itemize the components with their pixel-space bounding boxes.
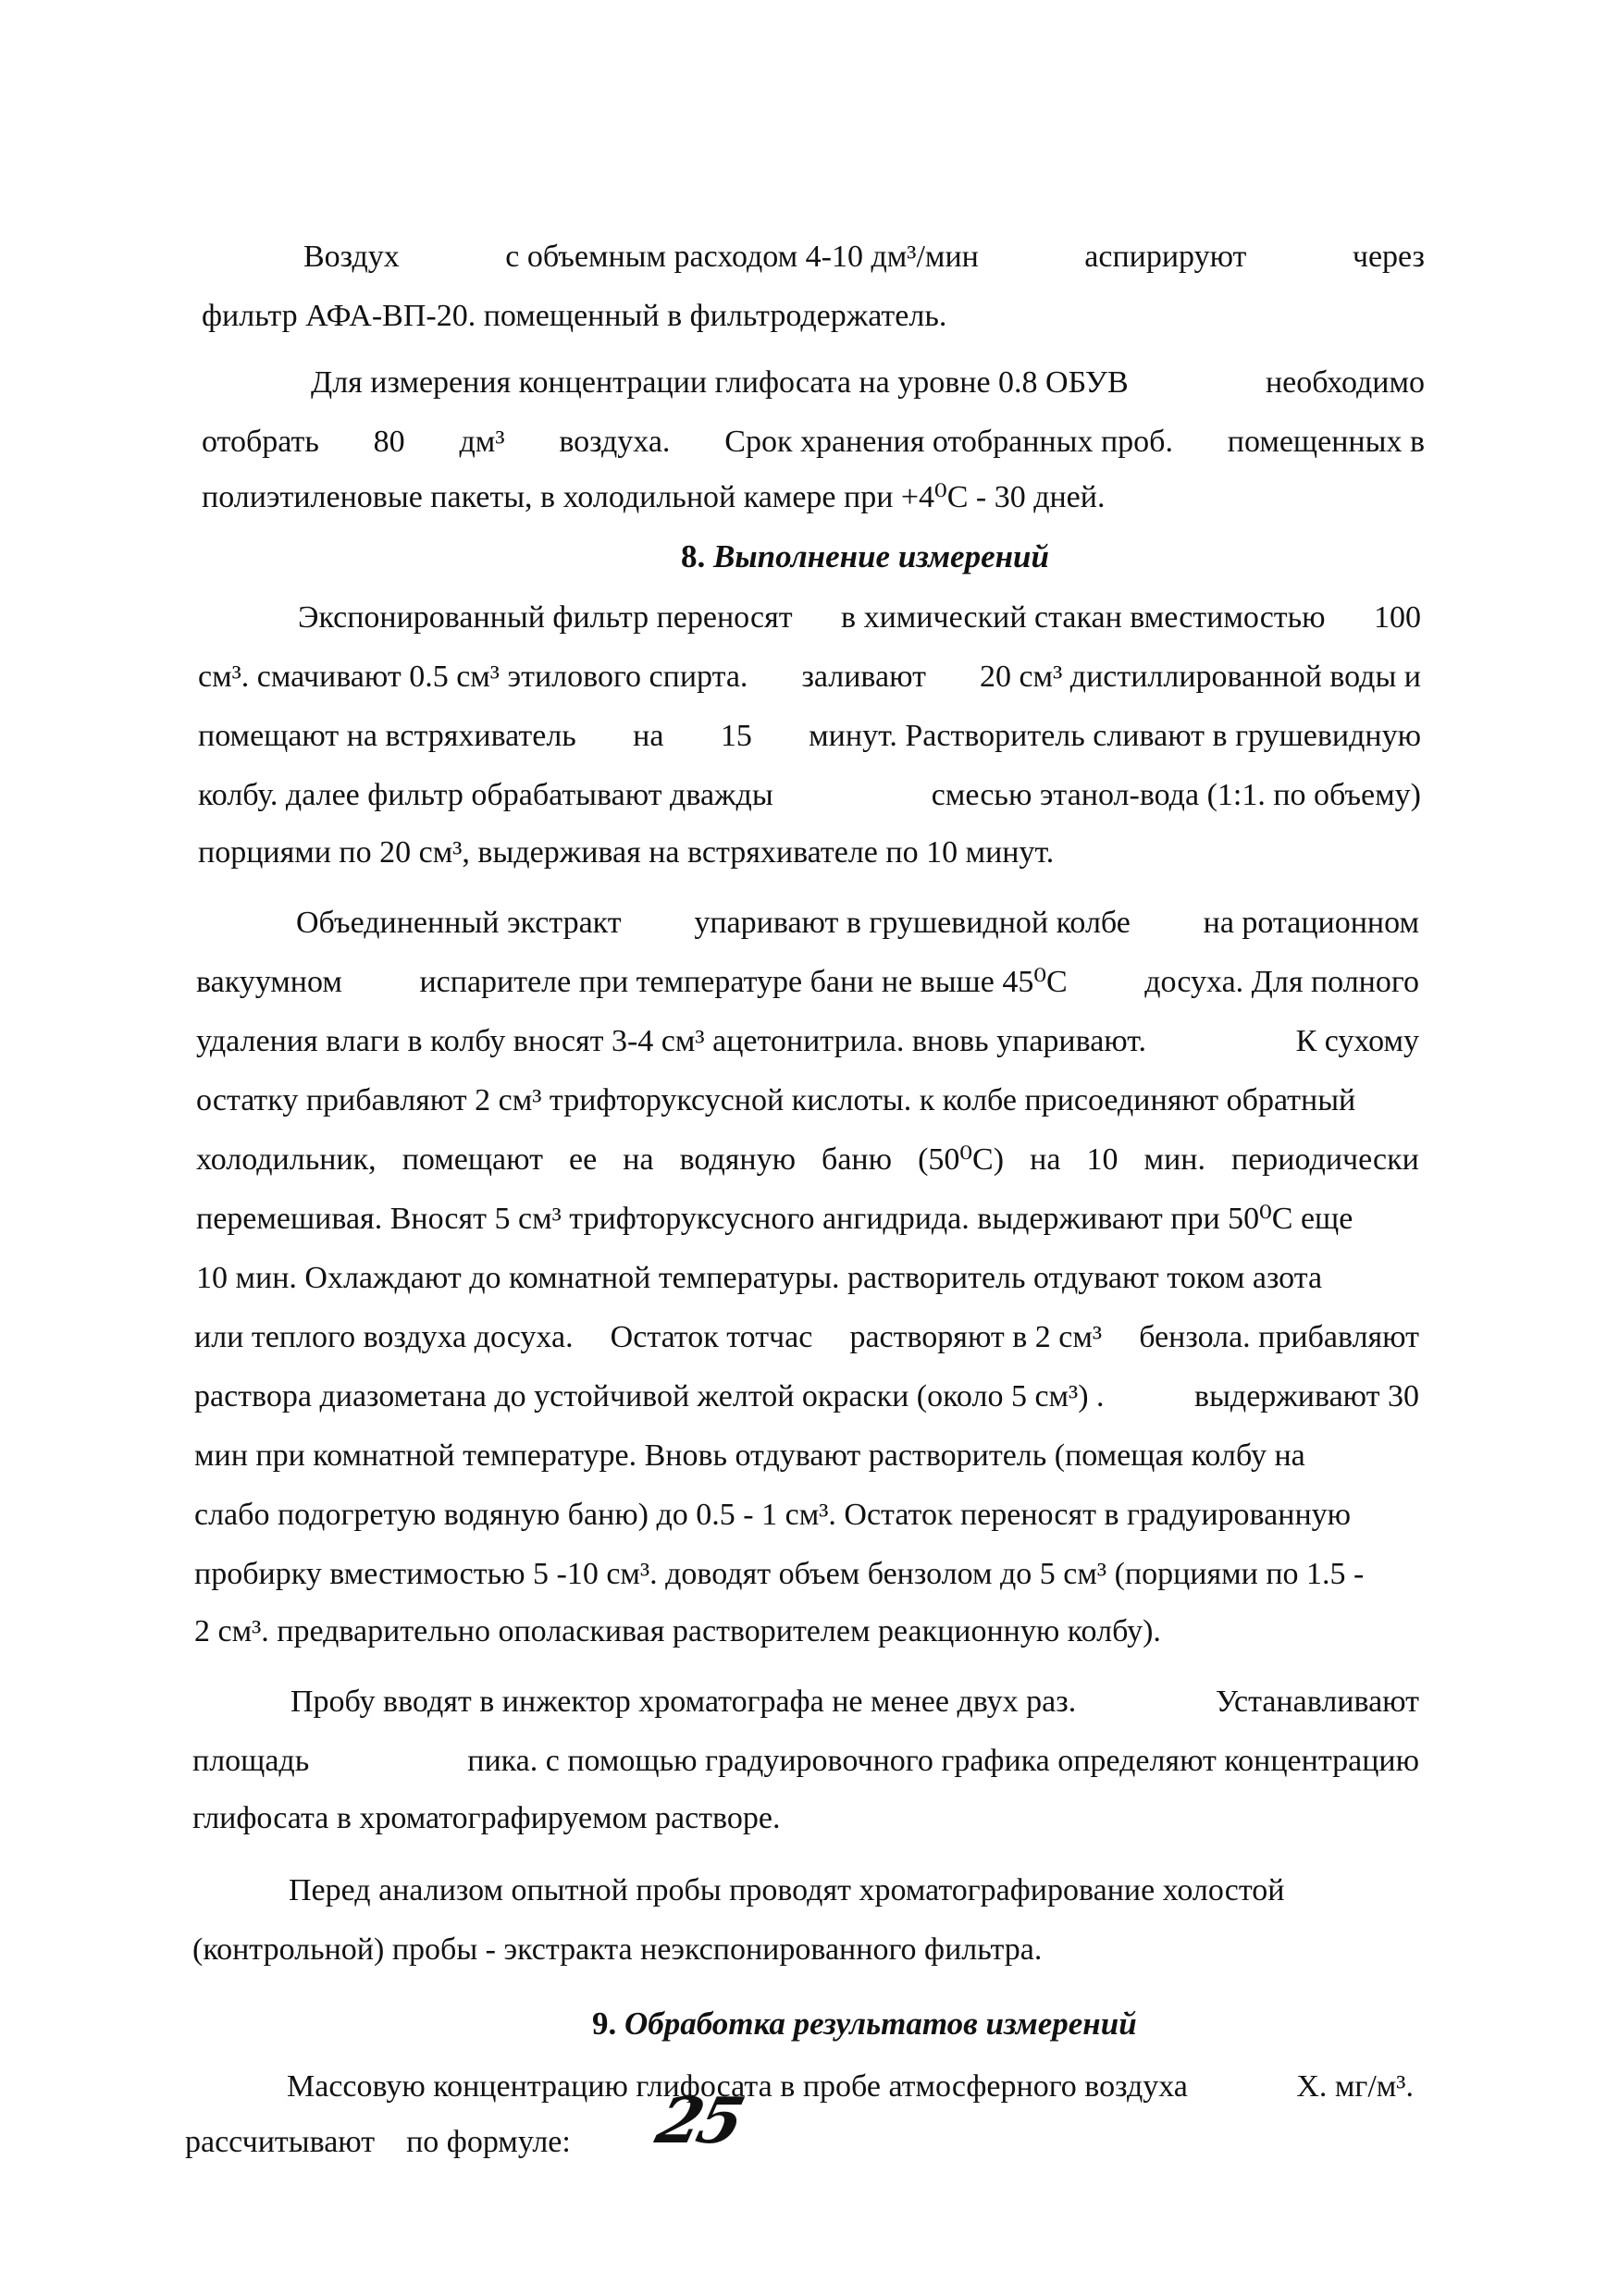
- text-segment: с объемным расходом 4-10 дм³/мин: [505, 240, 979, 274]
- text-segment: 100: [1373, 600, 1421, 635]
- section-heading-9: [592, 2006, 1137, 2043]
- text-line: [287, 2068, 1414, 2105]
- text-segment: площадь: [192, 1744, 310, 1778]
- text-line: [289, 1872, 1419, 1909]
- text-segment: 80: [373, 425, 405, 459]
- text-segment: 10 мин. Охлаждают до комнатной температуры. растворитель отдувают током азота: [196, 1261, 1323, 1295]
- text-line: [194, 1497, 1419, 1534]
- section-heading-8: [681, 538, 1049, 575]
- text-line: [192, 1800, 780, 1837]
- text-line: [194, 1378, 1419, 1415]
- text-segment: холодильник,: [196, 1142, 377, 1177]
- text-line: [196, 1142, 1419, 1179]
- text-line: [194, 1556, 1419, 1593]
- text-segment: на ротационном: [1203, 906, 1419, 940]
- text-segment: периодически: [1231, 1142, 1419, 1177]
- text-line: [202, 479, 1105, 516]
- text-segment: отобрать: [202, 425, 319, 459]
- text-segment: воздуха.: [559, 425, 671, 459]
- text-segment: смесью этанол-вода (1:1. по объему): [931, 778, 1421, 812]
- text-segment: мин.: [1143, 1142, 1205, 1177]
- text-segment: Массовую концентрацию глифосата в пробе атмосферного воздуха: [287, 2069, 1188, 2104]
- text-line: [185, 2124, 571, 2161]
- text-segment: помещают: [402, 1142, 543, 1177]
- text-segment: аспирируют: [1084, 240, 1247, 274]
- heading-text: Обработка результатов измерений: [624, 2006, 1137, 2042]
- page-number: 25: [649, 2084, 748, 2158]
- text-segment: необходимо: [1265, 365, 1425, 400]
- text-segment: 2 см³. предварительно ополаскивая растворителем реакционную колбу).: [194, 1614, 1161, 1648]
- text-segment: 20 см³ дистиллированной воды и: [979, 660, 1421, 694]
- text-segment: 10: [1086, 1142, 1118, 1177]
- text-line: [194, 1438, 1419, 1475]
- text-line: [196, 964, 1419, 1001]
- heading-number: 9.: [592, 2006, 617, 2042]
- text-segment: или теплого воздуха досуха.: [194, 1320, 574, 1354]
- text-segment: X. мг/м³.: [1296, 2069, 1414, 2104]
- text-segment: Воздух: [303, 240, 400, 274]
- text-segment: остатку прибавляют 2 см³ трифторуксусной кислоты. к колбе присоединяют обратный: [196, 1083, 1356, 1117]
- text-segment: выдерживают 30: [1194, 1379, 1419, 1413]
- text-line: [196, 1023, 1419, 1060]
- text-segment: Срок хранения отобранных проб.: [724, 425, 1173, 459]
- text-segment: фильтр АФА-ВП-20. помещенный в фильтродержатель.: [202, 299, 947, 333]
- text-segment: Остаток тотчас: [610, 1320, 813, 1354]
- text-segment: водяную: [679, 1142, 796, 1177]
- text-segment: колбу. далее фильтр обрабатывают дважды: [198, 778, 773, 812]
- text-segment: баню: [822, 1142, 893, 1177]
- text-line: [296, 905, 1419, 942]
- text-segment: Для измерения концентрации глифосата на уровне 0.8 ОБУВ: [311, 365, 1129, 400]
- text-line: [196, 1260, 1419, 1297]
- text-line: [196, 1201, 1419, 1238]
- text-segment: в химический стакан вместимостью: [841, 600, 1326, 635]
- text-line: [198, 718, 1421, 755]
- text-line: [198, 834, 1054, 871]
- text-segment: дм³: [459, 425, 505, 459]
- text-segment: пробирку вместимостью 5 -10 см³. доводят объем бензолом до 5 см³ (порциями по 1.5 -: [194, 1557, 1365, 1591]
- heading-text: Выполнение измерений: [713, 538, 1049, 574]
- text-segment: см³. смачивают 0.5 см³ этилового спирта.: [198, 660, 748, 694]
- text-line: [192, 1743, 1419, 1780]
- text-segment: досуха. Для полного: [1144, 965, 1419, 999]
- text-line: [202, 298, 946, 335]
- text-segment: на: [1030, 1142, 1061, 1177]
- text-segment: ее: [569, 1142, 598, 1177]
- text-segment: (50⁰С): [918, 1142, 1005, 1177]
- text-line: [198, 659, 1421, 696]
- text-segment: пика. с помощью градуировочного графика определяют концентрацию: [467, 1744, 1419, 1778]
- text-segment: растворяют в 2 см³: [849, 1320, 1103, 1354]
- text-segment: Экспонированный фильтр переносят: [298, 600, 793, 635]
- text-segment: Пробу вводят в инжектор хроматографа не менее двух раз.: [290, 1685, 1077, 1719]
- text-line: [194, 1319, 1419, 1356]
- text-segment: глифосата в хроматографируемом растворе.: [192, 1801, 781, 1835]
- text-segment: мин при комнатной температуре. Вновь отдувают растворитель (помещая колбу на: [194, 1438, 1305, 1473]
- text-segment: (контрольной) пробы - экстракта неэкспонированного фильтра.: [192, 1932, 1043, 1967]
- text-segment: Перед анализом опытной пробы проводят хроматографирование холостой: [289, 1873, 1285, 1907]
- text-segment: Объединенный экстракт: [296, 906, 622, 940]
- text-segment: К сухому: [1295, 1024, 1419, 1058]
- heading-number: 8.: [681, 538, 706, 574]
- text-segment: удаления влаги в колбу вносят 3-4 см³ ацетонитрила. вновь упаривают.: [196, 1024, 1147, 1058]
- text-segment: слабо подогретую водяную баню) до 0.5 - 1 см³. Остаток переносят в градуированную: [194, 1498, 1352, 1532]
- text-segment: вакуумном: [196, 965, 342, 999]
- text-segment: испарителе при температуре бани не выше 45⁰С: [419, 965, 1068, 999]
- text-line: [194, 1613, 1161, 1650]
- text-line: [303, 239, 1425, 276]
- text-line: [298, 599, 1421, 636]
- text-line: [290, 1684, 1419, 1721]
- text-line: [198, 777, 1421, 814]
- text-segment: полиэтиленовые пакеты, в холодильной камере при +4⁰С - 30 дней.: [202, 480, 1106, 514]
- text-segment: перемешивая. Вносят 5 см³ трифторуксусного ангидрида. выдерживают при 50⁰С еще: [196, 1202, 1353, 1236]
- text-segment: на: [623, 1142, 654, 1177]
- text-line: [196, 1082, 1419, 1119]
- text-line: [192, 1932, 1042, 1969]
- text-segment: бензола. прибавляют: [1139, 1320, 1419, 1354]
- text-line: [311, 364, 1425, 401]
- text-segment: помещенных в: [1227, 425, 1425, 459]
- text-segment: порциями по 20 см³, выдерживая на встряхивателе по 10 минут.: [198, 835, 1055, 870]
- text-segment: помещают на встряхиватель: [198, 719, 576, 753]
- text-segment: минут. Растворитель сливают в грушевидную: [809, 719, 1421, 753]
- text-segment: раствора диазометана до устойчивой желтой окраски (около 5 см³) .: [194, 1379, 1105, 1413]
- text-segment: упаривают в грушевидной колбе: [694, 906, 1131, 940]
- text-segment: Устанавливают: [1215, 1685, 1419, 1719]
- text-segment: рассчитывают по формуле:: [185, 2125, 571, 2159]
- text-line: [202, 424, 1425, 461]
- text-segment: заливают: [801, 660, 926, 694]
- text-segment: через: [1352, 240, 1425, 274]
- text-segment: 15: [720, 719, 752, 753]
- text-segment: на: [633, 719, 664, 753]
